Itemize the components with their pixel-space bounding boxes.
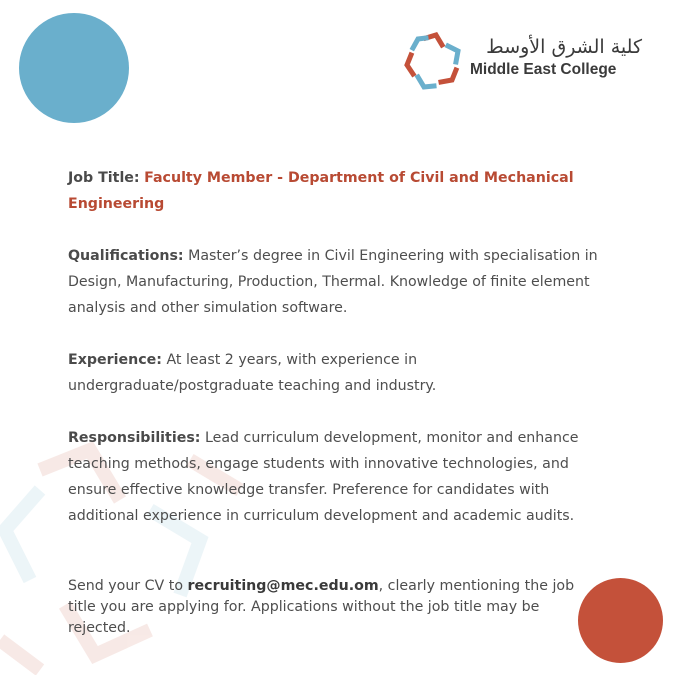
college-name-arabic: كلية الشرق الأوسط [486,36,642,58]
college-name-english: Middle East College [470,61,617,78]
responsibilities-label: Responsibilities: [68,430,201,446]
responsibilities-text: Lead curriculum development, monitor and enhance teaching methods, engage students with innovative technologies, and ensure effective knowledge transfer. Preference for candidates with additional experience in curriculum development and academic audits. [68,430,579,524]
footer-prefix: Send your CV to [68,578,184,594]
qualifications-label: Qualifications: [68,248,184,264]
qualifications-text: Master’s degree in Civil Engineering with specialisation in Design, Manufacturing, Production, Thermal. Knowledge of finite element analysis and other simulation software. [68,248,598,316]
footer-suffix: , clearly mentioning the job title you are applying for. Applications without the job title may be rejected. [68,578,575,636]
application-instructions [68,576,588,639]
job-title-line [68,165,618,217]
experience-label: Experience: [68,352,162,368]
experience-paragraph [68,347,618,399]
college-logo [404,32,644,90]
college-emblem-icon [404,32,462,90]
responsibilities-paragraph [68,425,618,529]
experience-text: At least 2 years, with experience in undergraduate/postgraduate teaching and industry. [68,352,437,394]
job-title-label: Job Title: [68,170,140,186]
recruiting-email[interactable]: recruiting@mec.edu.om [187,578,379,594]
job-posting-body [68,165,618,555]
decorative-circle-blue [19,13,129,123]
decorative-circle-red [578,578,663,663]
job-title-value: Faculty Member - Department of Civil and Mechanical Engineering [68,170,574,212]
qualifications-paragraph [68,243,618,321]
